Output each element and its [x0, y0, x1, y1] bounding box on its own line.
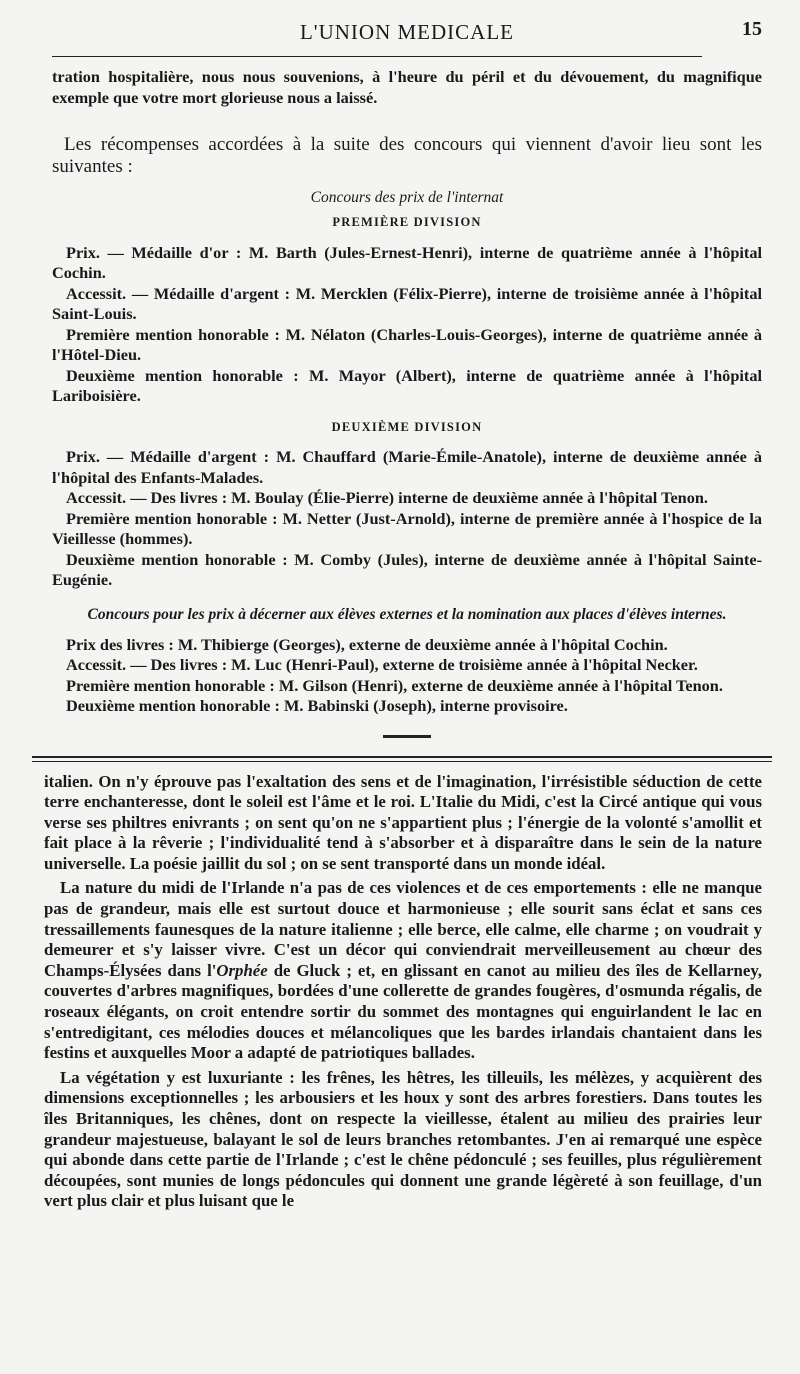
work-title-orphee: Orphée — [216, 960, 268, 980]
feuilleton-divider-rule — [32, 756, 772, 762]
awards-intro: Les récompenses accordées à la suite des concours qui viennent d'avoir lieu sont les suivantes : — [52, 134, 762, 177]
contest-internat-title: Concours des prix de l'internat — [310, 189, 504, 206]
award-entry: Accessit. — Des livres : M. Boulay (Élie-Pierre) interne de deuxième année à l'hôpital Tenon. — [66, 488, 708, 507]
header-rule — [52, 56, 702, 57]
body-text: La nature du midi de l'Irlande n'a pas de ces violences et de ces emportements : elle ne manque pas de grandeur, mais elle est surtout douce et harmonieuse ; elle sourit sans éclat et sans ces tressaillements faunesques de la nature italienne ; elle berce, elle calme, elle charme ; on voudrait y demeurer et s'y laisser vivre. C'est un décor qui conviendrait merveilleusement au chœur des Champs-Élysées dans l' — [44, 878, 762, 980]
award-entry: Prix. — Médaille d'or : M. Barth (Jules-Ernest-Henri), interne de quatrième année à l'hôpital Cochin. — [52, 242, 762, 282]
award-entry: Première mention honorable : M. Netter (Just-Arnold), interne de première année à l'hospice de la Vieillesse (hommes). — [52, 508, 762, 548]
continuation-paragraph: tration hospitalière, nous nous souvenions, à l'heure du péril et du dévouement, du magnifique exemple que votre mort glorieuse nous a laissé. — [52, 67, 762, 107]
award-entry: Prix. — Médaille d'argent : M. Chauffard (Marie-Émile-Anatole), interne de deuxième année à l'hôpital des Enfants-Malades. — [52, 447, 762, 487]
contest-externes-title: Concours pour les prix à décerner aux élèves externes et la nomination aux places d'élèves internes. — [87, 605, 727, 623]
body-paragraph: La végétation y est luxuriante : les frênes, les hêtres, les tilleuils, les mélèzes, y acquièrent des dimensions exceptionnelles ; les arbousiers et les houx y sont des arbres forestiers. Dans toutes les îles Britanniques, les chênes, dont on respecte la vieillesse, étalent au milieu des prairies leur grandeur majestueuse, balayant le sol de leurs branches retombantes. J'en ai remarqué une espèce qui abonde dans cette partie de l'Irlande ; c'est le chêne pédonculé ; ses feuilles, plus régulièrement découpées, sont munies de longs pédoncules qui donnent une grande légèreté à son feuillage, d'un vert plus clair et plus luisant que le — [44, 1067, 762, 1211]
section-end-mark — [383, 735, 431, 738]
award-entry: Accessit. — Médaille d'argent : M. Mercklen (Félix-Pierre), interne de troisième année à l'hôpital Saint-Louis. — [52, 283, 762, 323]
body-paragraph — [44, 878, 762, 1063]
division-second-heading: DEUXIÈME DIVISION — [331, 419, 483, 434]
award-entry: Deuxième mention honorable : M. Comby (Jules), interne de deuxième année à l'hôpital Sainte-Eugénie. — [52, 549, 762, 589]
award-entry: Première mention honorable : M. Nélaton (Charles-Louis-Georges), interne de quatrième année à l'Hôtel-Dieu. — [52, 324, 762, 364]
award-entry: Prix des livres : M. Thibierge (Georges), externe de deuxième année à l'hôpital Cochin. — [66, 634, 668, 654]
body-paragraph: italien. On n'y éprouve pas l'exaltation des sens et de l'imagination, l'irrésistible séduction de cette terre enchanteresse, dont le soleil est l'âme et le roi. L'Italie du Midi, c'est la Circé antique qui vous verse ses philtres enivrants ; on sent qu'on ne s'appartient plus ; l'énergie de la volonté s'amollit et fait place à la rêverie ; l'individualité tend à s'absorber et à disparaître dans le sein de la nature universelle. La poésie jaillit du sol ; on se sent transporté dans un monde idéal. — [44, 771, 762, 873]
award-entry: Première mention honorable : M. Gilson (Henri), externe de deuxième année à l'hôpital Tenon. — [66, 675, 723, 695]
page-header — [52, 12, 762, 42]
award-entry: Deuxième mention honorable : M. Babinski (Joseph), interne provisoire. — [66, 696, 568, 715]
division-first-heading: PREMIÈRE DIVISION — [332, 215, 482, 229]
award-entry: Accessit. — Des livres : M. Luc (Henri-Paul), externe de troisième année à l'hôpital Necker. — [66, 655, 698, 674]
running-title: L'UNION MEDICALE — [299, 20, 514, 44]
body-text: de Gluck ; et, en glissant en canot au milieu des îles de Kellarney, couvertes d'arbres magnifiques, bordées d'une collerette de grandes fougères, d'osmunda régalis, de roseaux élégants, on croit entendre sortir du sommet des montagnes qui enguirlandent le lac en s'entredigitant, ces mélodies douces et mélancoliques que les bardes irlandais chantaient dans les festins et auxquelles Moor a adapté de patriotiques ballades. — [44, 960, 762, 1063]
feuilleton-text — [44, 772, 762, 1212]
awards-section — [52, 67, 762, 717]
page-number: 15 — [742, 18, 762, 40]
award-entry: Deuxième mention honorable : M. Mayor (Albert), interne de quatrième année à l'hôpital Lariboisière. — [52, 365, 762, 405]
